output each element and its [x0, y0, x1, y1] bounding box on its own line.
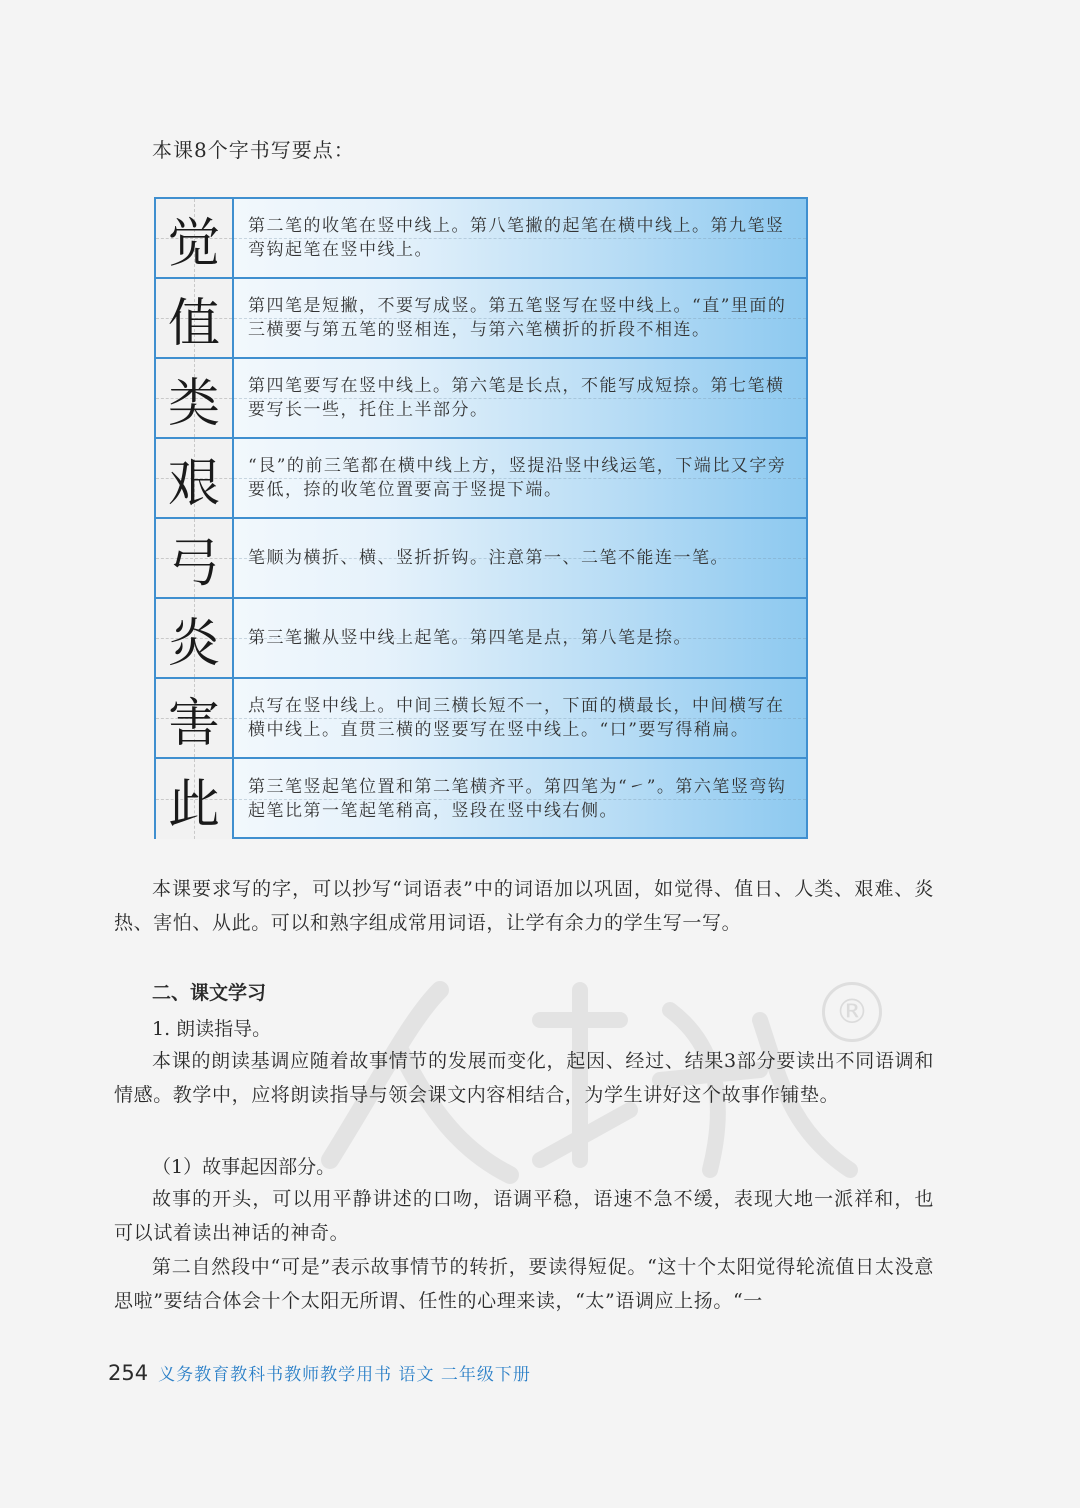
char-grid-cell: [156, 519, 234, 597]
char-note: [234, 679, 806, 757]
table-row: [156, 199, 806, 279]
writing-points-table: [154, 197, 808, 839]
char-grid-cell: [156, 599, 234, 677]
char-grid-cell: [156, 359, 234, 437]
char-note: [234, 759, 806, 839]
page-number: 254: [108, 1361, 149, 1385]
page-footer: [108, 1360, 531, 1385]
intro-text: 本课8个字书写要点：: [152, 138, 355, 162]
char-grid-cell: [156, 679, 234, 757]
char-glyph: 艰: [167, 453, 220, 514]
subheading-story-cause: （1）故事起因部分。: [152, 1156, 336, 1178]
char-note: [234, 519, 806, 597]
char-note: [234, 199, 806, 277]
char-grid-cell: [156, 759, 234, 839]
section-heading: 二、课文学习: [152, 982, 267, 1004]
char-note-text: 点写在竖中线上。中间三横长短不一，下面的横最长，中间横写在横中线上。直贯三横的竖要写在竖中线上。“口”要写得稍扁。: [248, 696, 785, 740]
turn-paragraph: 第二自然段中“可是”表示故事情节的转折，要读得短促。“这十个太阳觉得轮流值日太没意思啦”要结合体会十个太阳无所谓、任性的心理来读，“太”语调应上扬。“一: [114, 1256, 934, 1312]
cause-paragraph: 故事的开头，可以用平静讲述的口吻，语调平稳，语速不急不缓，表现大地一派祥和，也可以试着读出神话的神奇。: [114, 1188, 934, 1244]
table-row: [156, 759, 806, 839]
char-note-text: “艮”的前三笔都在横中线上方，竖提沿竖中线运笔，下端比又字旁要低，捺的收笔位置要高于竖提下端。: [248, 456, 787, 500]
char-grid-cell: [156, 199, 234, 277]
subheading-reading-guide: 1. 朗读指导。: [152, 1018, 272, 1040]
char-grid-cell: [156, 439, 234, 517]
table-row: [156, 599, 806, 679]
char-glyph: 此: [167, 774, 220, 835]
book-title: 义务教育教科书教师教学用书 语文 二年级下册: [158, 1365, 531, 1385]
char-glyph: 害: [167, 693, 220, 754]
char-glyph: 弓: [167, 533, 220, 594]
char-note-text: 笔顺为横折、横、竖折折钩。注意第一、二笔不能连一笔。: [248, 548, 729, 568]
char-note: [234, 599, 806, 677]
char-glyph: 值: [167, 293, 220, 354]
char-note: [234, 359, 806, 437]
table-row: [156, 519, 806, 599]
practice-paragraph: 本课要求写的字，可以抄写“词语表”中的词语加以巩固，如觉得、值日、人类、艰难、炎热、害怕、从此。可以和熟字组成常用词语，让学有余力的学生写一写。: [114, 878, 934, 934]
char-note: [234, 279, 806, 357]
char-note-text: 第三笔撇从竖中线上起笔。第四笔是点，第八笔是捺。: [248, 628, 692, 648]
char-note-text: 第四笔是短撇，不要写成竖。第五笔竖写在竖中线上。“直”里面的三横要与第五笔的竖相连，与第六笔横折的折段不相连。: [248, 296, 787, 340]
char-glyph: 觉: [167, 213, 220, 274]
reading-paragraph: 本课的朗读基调应随着故事情节的发展而变化，起因、经过、结果3部分要读出不同语调和情感。教学中，应将朗读指导与领会课文内容相结合，为学生讲好这个故事作铺垫。: [114, 1050, 934, 1106]
registered-mark: ®: [822, 982, 882, 1042]
char-glyph: 类: [167, 373, 220, 434]
char-glyph: 炎: [167, 613, 220, 674]
char-note-text: 第三笔竖起笔位置和第二笔横齐平。第四笔为“㇀”。第六笔竖弯钩起笔比第一笔起笔稍高，竖段在竖中线右侧。: [248, 777, 787, 821]
char-grid-cell: [156, 279, 234, 357]
table-row: [156, 439, 806, 519]
table-row: [156, 359, 806, 439]
char-note-text: 第四笔要写在竖中线上。第六笔是长点，不能写成短捺。第七笔横要写长一些，托住上半部分。: [248, 376, 785, 420]
char-note-text: 第二笔的收笔在竖中线上。第八笔撇的起笔在横中线上。第九笔竖弯钩起笔在竖中线上。: [248, 216, 785, 260]
char-note: [234, 439, 806, 517]
table-row: [156, 279, 806, 359]
table-row: [156, 679, 806, 759]
